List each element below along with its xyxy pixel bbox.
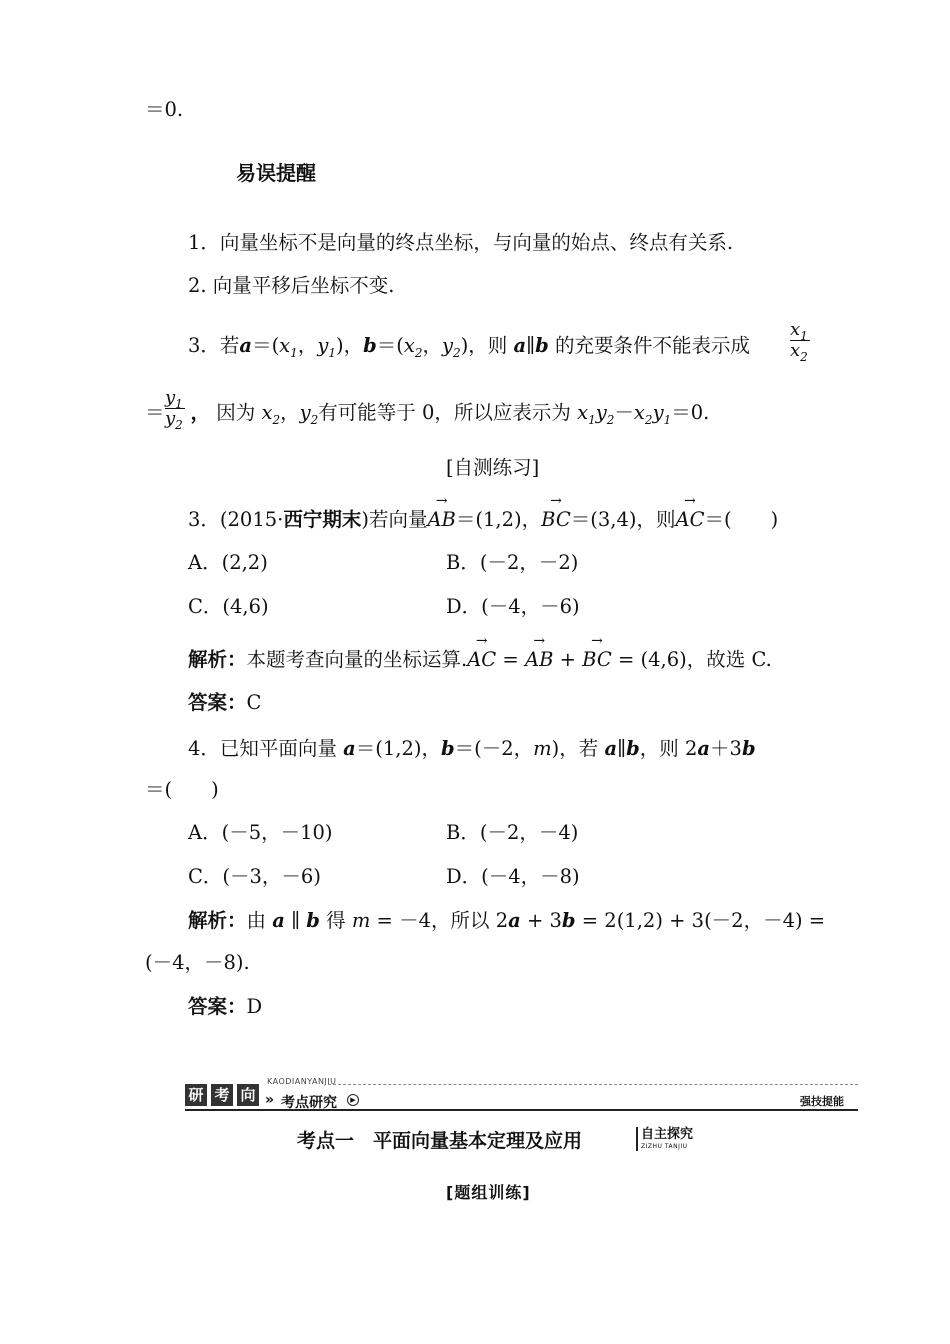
q4-a-value: ＝(1,2)，	[355, 737, 441, 760]
q4-stem-start: 4．已知平面向量	[188, 737, 337, 760]
note-3-suffix: 的充要条件不能表示成	[555, 334, 751, 357]
q3-source: 西宁期末	[283, 508, 362, 531]
q4-b-value-start: ＝(－2，	[454, 737, 534, 760]
q3-analysis-end: = (4,6)，故选 C.	[617, 648, 772, 671]
q4-option-a: A．(－5，－10)	[188, 821, 333, 844]
q4-answer-label: 答案：	[188, 995, 247, 1018]
q4-option-c: C．(－3，－6)	[188, 865, 321, 888]
q4-answer	[188, 994, 262, 1020]
q4-plus: ＋3	[710, 737, 742, 760]
q4-analysis-1: 由	[246, 909, 267, 932]
q4-analysis-3: = －4，所以 2	[376, 909, 509, 932]
q4-option-d: D．(－4，－8)	[446, 865, 580, 888]
group-label: [题组训练]	[446, 1183, 531, 1202]
practice-title: [自测练习]	[446, 456, 540, 479]
q3-answer	[188, 690, 261, 716]
q3-bc-value: ＝(3,4)，则	[570, 508, 676, 531]
banner-char-2: 考	[211, 1084, 233, 1106]
q3-stem-start: 3．(2015·	[188, 508, 284, 531]
q4-answer-value: D	[246, 995, 263, 1018]
note-3-line-1: 3．若$a=(x_1$，$y_1$)，$b=(x_2$，$y_2$)，则 a∥b 的充要条件不能表示成	[188, 334, 751, 360]
note-1: 1．向量坐标不是向量的终点坐标，与向量的始点、终点有关系.	[188, 231, 734, 254]
q3-analysis-text: 本题考查向量的坐标运算.	[246, 648, 468, 671]
q3-analysis-label: 解析：	[188, 648, 247, 671]
q3-option-a: A．(2,2)	[188, 551, 268, 574]
q4-option-b: B．(－2，－4)	[446, 821, 579, 844]
q3-analysis: 解析：本题考查向量的坐标运算.→ AC = → AB + → BC = (4,6)，故选 C.	[188, 647, 772, 673]
banner-rule	[185, 1109, 858, 1111]
q3-ac-end: ＝( )	[704, 508, 779, 531]
q3-option-b: B．(－2，－2)	[446, 551, 579, 574]
topic-badge-pinyin: ZIZHU TANJIU	[641, 1143, 688, 1150]
note-3-tail: ＝0.	[671, 401, 710, 424]
q3-option-c: C．(4,6)	[188, 595, 269, 618]
q4-analysis: 解析：由 a ∥ b 得 m = －4，所以 2a + 3b = 2(1,2) + 3(－2，－4) =	[188, 909, 826, 932]
q4-analysis-4: + 3	[526, 909, 562, 932]
note-3-prefix: 3．若	[188, 334, 240, 357]
section-title: 易误提醒	[236, 161, 316, 185]
banner-arrows: »	[265, 1092, 275, 1108]
q3-option-d: D．(－4，－6)	[446, 595, 580, 618]
q4-stem-line-2: ＝( )	[145, 778, 219, 801]
topic-title: 考点一 平面向量基本定理及应用	[297, 1130, 583, 1152]
play-circle-icon: ▶	[347, 1094, 359, 1106]
banner-pinyin: KAODIANYANJIU	[267, 1077, 337, 1086]
banner-char-3: 向	[237, 1084, 259, 1106]
banner-dashed-line	[328, 1084, 858, 1085]
note-3-because: 因为	[216, 401, 256, 424]
banner-title: 考点研究	[281, 1095, 337, 1111]
q3-stem-mid: )若向量	[361, 508, 428, 531]
q4-b-value-end: )，若	[551, 737, 599, 760]
topic-badge	[636, 1127, 693, 1151]
banner-char-1: 研	[185, 1084, 207, 1106]
note-3-line-2: ＝ ， 因为 $x_2$，$y_2$有可能等于 0，所以应表示为 $x_1y_2-x_2y_1=0$.	[145, 401, 710, 427]
fraction-x1-x2: $x_1$ $x_2$	[790, 320, 810, 361]
q4-analysis-line-2: (－4，－8).	[145, 951, 250, 974]
question-4-stem: 4．已知平面向量 a＝(1,2)，b＝(－2，m)，若 a∥b，则 2a＋3b	[188, 737, 756, 760]
carry-over-text: ＝0.	[145, 98, 184, 121]
q4-analysis-label: 解析：	[188, 909, 247, 932]
question-3-stem: 3．(2015·西宁期末)若向量→ AB＝(1,2)，→ BC＝(3,4)，则→ AC＝( )	[188, 507, 778, 533]
topic-badge-text: 自主探究	[641, 1127, 694, 1142]
fraction-y1-y2: $y_1$ $y_2$	[165, 388, 185, 429]
q3-answer-label: 答案：	[188, 691, 247, 714]
section-banner	[185, 1077, 858, 1112]
q3-ab-value: ＝(1,2)，	[455, 508, 542, 531]
q4-analysis-5: = 2(1,2) + 3(－2，－4) =	[581, 909, 826, 932]
note-2: 2. 向量平移后坐标不变.	[188, 274, 395, 297]
q3-answer-value: C	[246, 691, 262, 714]
q4-then: ，则 2	[639, 737, 698, 760]
note-3-mid: 有可能等于 0，所以应表示为	[318, 401, 571, 424]
q4-analysis-2: 得	[326, 909, 346, 932]
banner-right-label: 强技提能	[800, 1095, 844, 1108]
